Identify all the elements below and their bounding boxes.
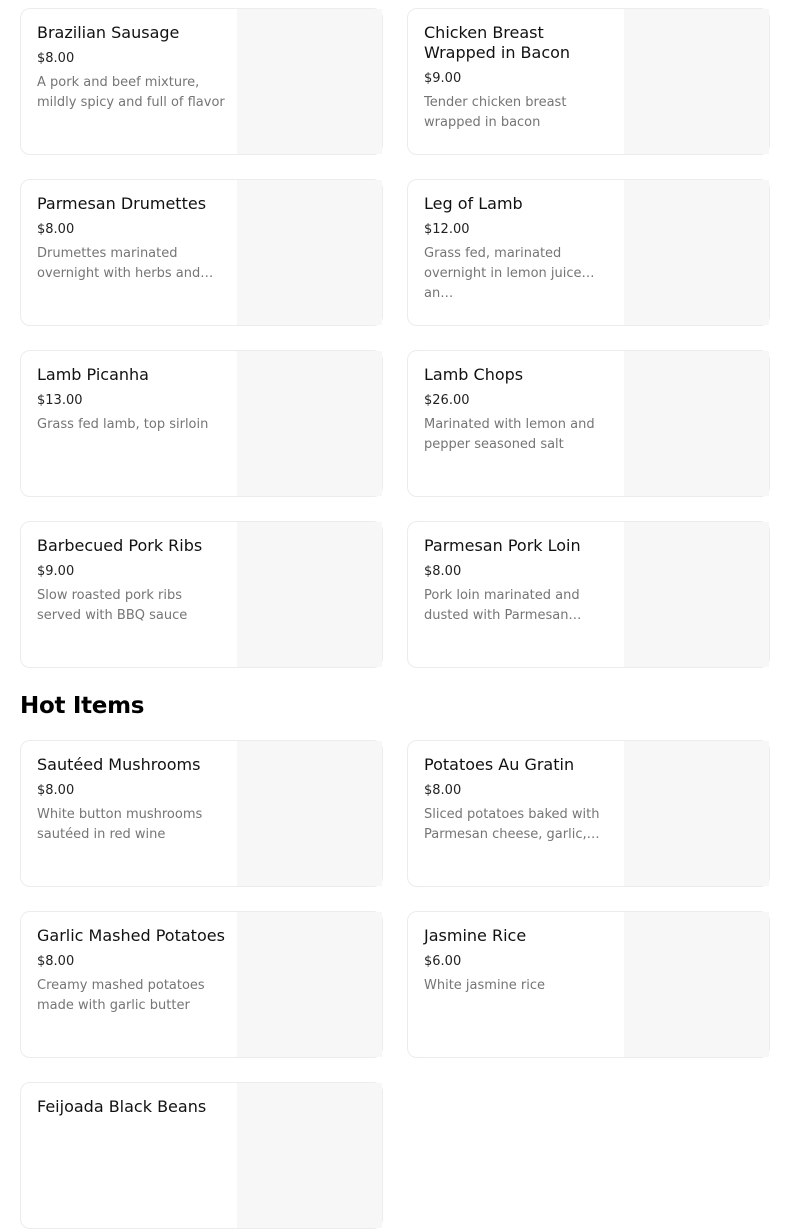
menu-item-card[interactable] [20,521,383,668]
menu-item-text [424,194,614,301]
menu-item-price: $6.00 [424,954,462,969]
menu-item-card[interactable] [407,911,770,1058]
menu-item-text [37,194,227,284]
menu-item-card[interactable] [20,350,383,497]
menu-item-price: $9.00 [424,71,462,86]
menu-item-description: Creamy mashed potatoes made with garlic butter [37,978,205,1013]
menu-item-card[interactable] [407,350,770,497]
menu-item-name: Brazilian Sausage [37,23,180,42]
menu-item-description: Slow roasted pork ribs served with BBQ sauce [37,588,188,623]
menu-item-text [424,365,614,455]
menu-item-card[interactable] [20,740,383,887]
menu-item-name: Feijoada Black Beans [37,1097,207,1116]
menu-item-name: Parmesan Drumettes [37,194,207,213]
menu-item-name: Barbecued Pork Ribs [37,536,203,555]
menu-item-image-placeholder [237,522,382,667]
menu-item-description: White button mushrooms sautéed in red wine [37,807,203,842]
menu-item-image-placeholder [624,180,769,325]
menu-item-name: Parmesan Pork Loin [424,536,581,555]
menu-item-card[interactable] [20,911,383,1058]
menu-item-price: $8.00 [37,783,75,798]
menu-item-price: $8.00 [37,954,75,969]
menu-item-price: $8.00 [37,51,75,66]
menu-item-card[interactable] [20,8,383,155]
menu-grid [20,8,770,668]
menu-item-image-placeholder [624,351,769,496]
menu-item-image-placeholder [237,741,382,886]
menu-item-description: White jasmine rice [424,978,546,993]
menu-item-text [37,23,227,113]
menu-item-price: $9.00 [37,564,75,579]
menu-item-text [424,23,614,133]
menu-item-image-placeholder [624,912,769,1057]
menu-item-price: $8.00 [37,222,75,237]
menu-item-description: Sliced potatoes baked with Parmesan cheese, garlic,… [424,807,600,842]
menu-item-image-placeholder [237,351,382,496]
menu-item-card[interactable] [20,179,383,326]
menu-item-card[interactable] [407,179,770,326]
menu-item-card[interactable] [20,1082,383,1229]
menu-item-image-placeholder [237,180,382,325]
menu-item-price: $8.00 [424,783,462,798]
menu-item-price: $26.00 [424,393,470,408]
menu-item-price: $8.00 [424,564,462,579]
menu-item-text [37,536,227,626]
menu-item-price: $12.00 [424,222,470,237]
menu-item-name: Lamb Chops [424,365,524,384]
menu-item-name: Jasmine Rice [424,926,527,945]
menu-item-text [37,926,227,1016]
menu-item-description: Drumettes marinated overnight with herbs and… [37,246,214,281]
menu-item-image-placeholder [624,522,769,667]
menu-item-text [424,926,614,996]
menu-item-text [37,1097,227,1125]
menu-item-price: $13.00 [37,393,83,408]
menu-item-image-placeholder [237,1083,382,1228]
menu-item-name: Potatoes Au Gratin [424,755,575,774]
menu-item-card[interactable] [407,521,770,668]
menu-item-description: A pork and beef mixture, mildly spicy and full of flavor [37,75,225,110]
menu-item-image-placeholder [237,9,382,154]
menu-item-image-placeholder [624,741,769,886]
menu-item-name: Chicken Breast Wrapped in Bacon [424,23,571,62]
menu-item-description: Tender chicken breast wrapped in bacon [424,95,567,130]
menu-item-text [424,536,614,626]
menu-item-card[interactable] [407,740,770,887]
menu-item-description: Marinated with lemon and pepper seasoned salt [424,417,595,452]
menu-item-description: Pork loin marinated and dusted with Parmesan… [424,588,582,623]
menu-item-description: Grass fed, marinated overnight in lemon juice an… [424,246,582,301]
menu-item-image-placeholder [237,912,382,1057]
menu-item-name: Leg of Lamb [424,194,523,213]
menu-item-text [37,755,227,845]
menu-item-text [424,755,614,845]
menu-item-card[interactable] [407,8,770,155]
menu-item-name: Lamb Picanha [37,365,149,384]
menu-item-description: Grass fed lamb, top sirloin [37,417,209,432]
menu-item-image-placeholder [624,9,769,154]
menu-item-name: Sautéed Mushrooms [37,755,201,774]
hot-items-grid [20,740,770,1229]
menu-item-text [37,365,227,435]
section-title-hot-items: Hot Items [20,693,145,719]
menu-item-name: Garlic Mashed Potatoes [37,926,225,945]
